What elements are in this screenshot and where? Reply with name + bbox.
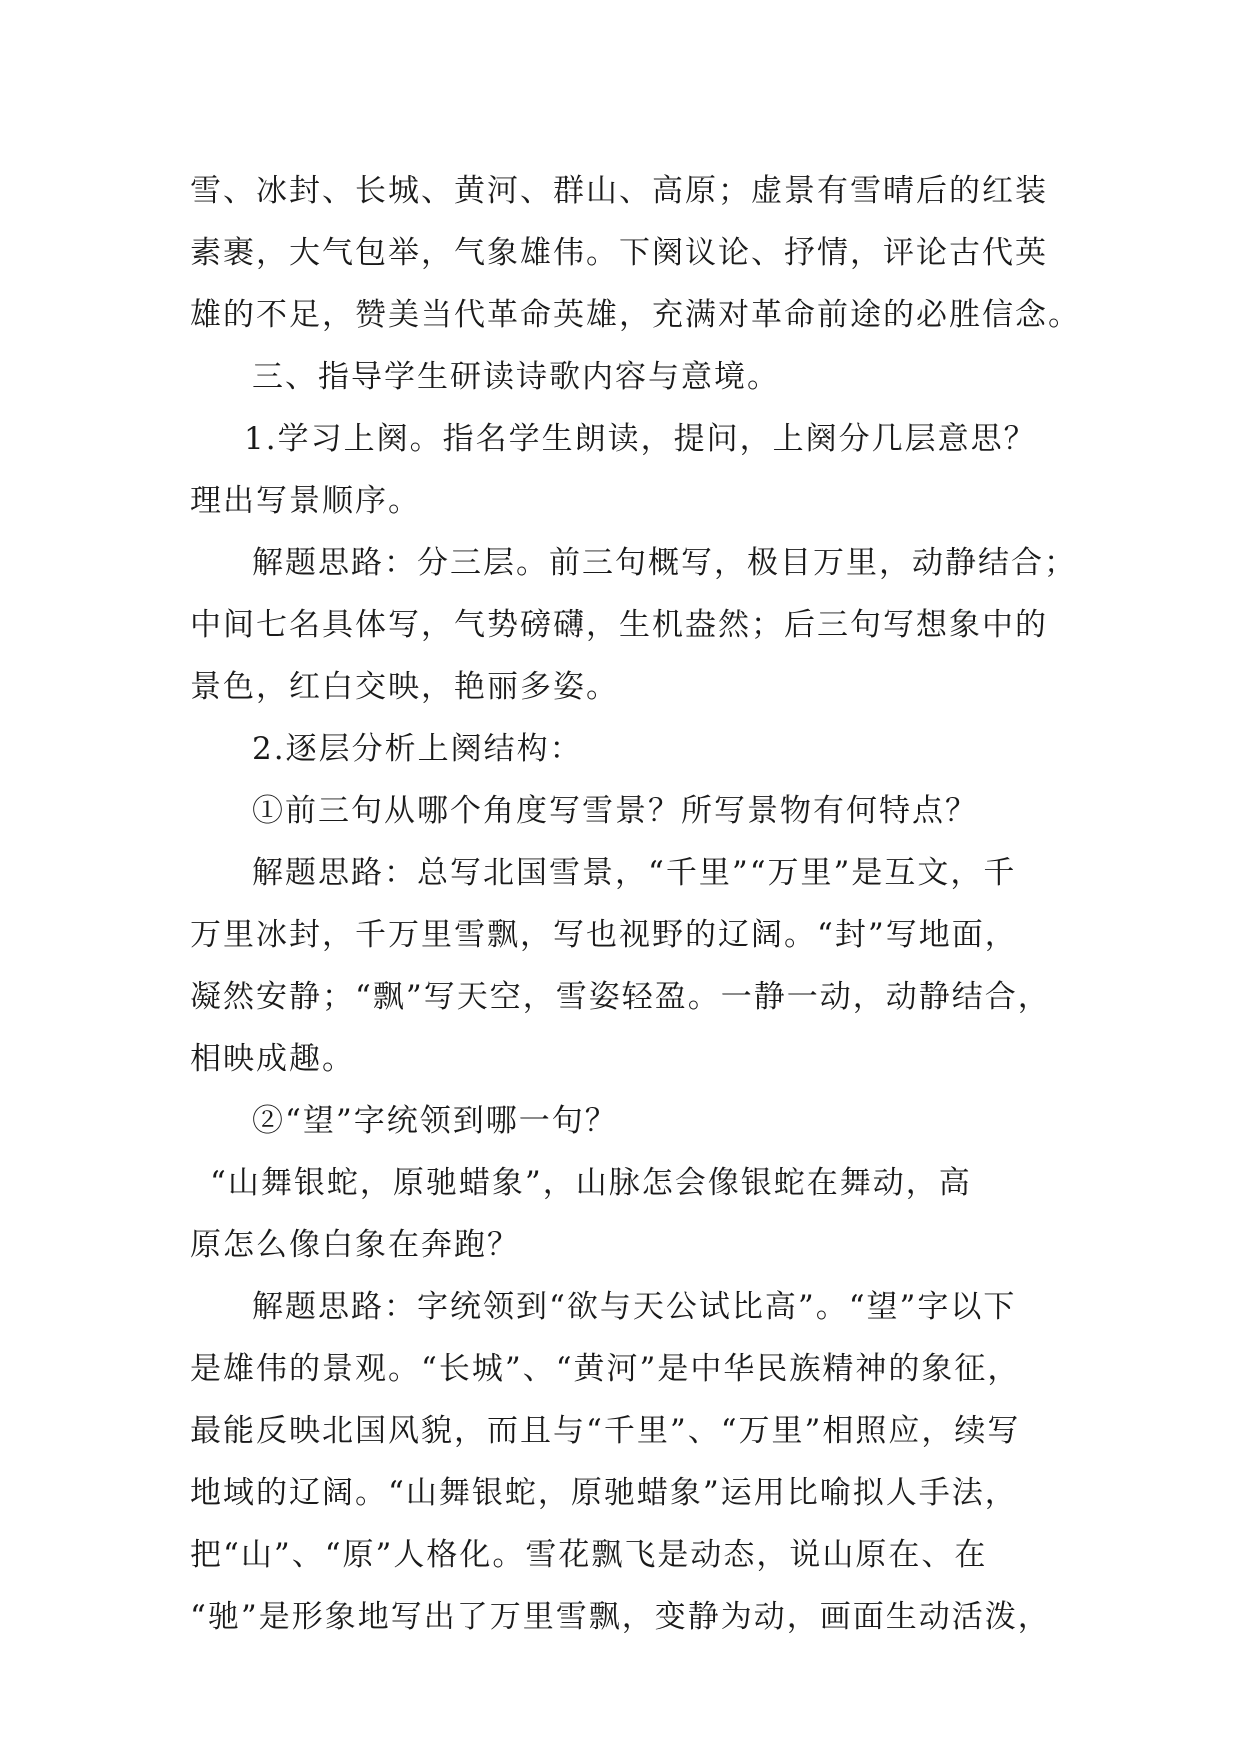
- text-line: 地域的辽阔。“山舞银蛇，原驰蜡象”运用比喻拟人手法，: [190, 1475, 1018, 1511]
- question-text: “山舞银蛇，原驰蜡象”，山脉怎会像银蛇在舞动，高: [210, 1165, 972, 1201]
- text-line: 是雄伟的景观。“长城”、“黄河”是中华民族精神的象征，: [190, 1351, 1021, 1387]
- text-line: 万里冰封，千万里雪飘，写也视野的辽阔。“封”写地面，: [190, 917, 1018, 953]
- question-text: 2.逐层分析上阕结构：: [252, 731, 583, 767]
- text-line: 雄的不足，赞美当代革命英雄，充满对革命前途的必胜信念。: [190, 297, 1081, 333]
- text-line: 中间七名具体写，气势磅礴，生机盎然；后三句写想象中的: [190, 607, 1048, 643]
- text-line: 素裹，大气包举，气象雄伟。下阕议论、抒情，评论古代英: [190, 235, 1048, 271]
- answer-text: 解题思路：字统领到“欲与天公试比高”。“望”字以下: [252, 1289, 1017, 1325]
- text-line: 凝然安静；“飘”写天空，雪姿轻盈。一静一动，动静结合，: [190, 979, 1051, 1015]
- text-line: 最能反映北国风貌，而且与“千里”、“万里”相照应，续写: [190, 1413, 1021, 1449]
- text-line: 相映成趣。: [190, 1041, 355, 1077]
- section-heading: 三、指导学生研读诗歌内容与意境。: [252, 359, 780, 395]
- text-line: 理出写景顺序。: [190, 483, 421, 519]
- answer-text: 解题思路：分三层。前三句概写，极目万里，动静结合；: [252, 545, 1077, 581]
- answer-text: 解题思路：总写北国雪景，“千里”“万里”是互文，千: [252, 855, 1017, 891]
- question-text: ①前三句从哪个角度写雪景？所写景物有何特点？: [252, 793, 978, 829]
- text-line: 雪、冰封、长城、黄河、群山、高原；虚景有雪晴后的红装: [190, 173, 1048, 209]
- question-text: ②“望”字统领到哪一句？: [252, 1103, 618, 1139]
- text-line: 把“山”、“原”人格化。雪花飘飞是动态，说山原在、在: [190, 1537, 988, 1573]
- document-page: [190, 160, 1081, 1648]
- text-line: 原怎么像白象在奔跑？: [190, 1227, 520, 1263]
- text-line: 景色，红白交映，艳丽多姿。: [190, 669, 619, 705]
- question-text: 1.学习上阕。指名学生朗读，提问，上阕分几层意思？: [244, 421, 1037, 457]
- text-line: “驰”是形象地写出了万里雪飘，变静为动，画面生动活泼，: [190, 1599, 1051, 1635]
